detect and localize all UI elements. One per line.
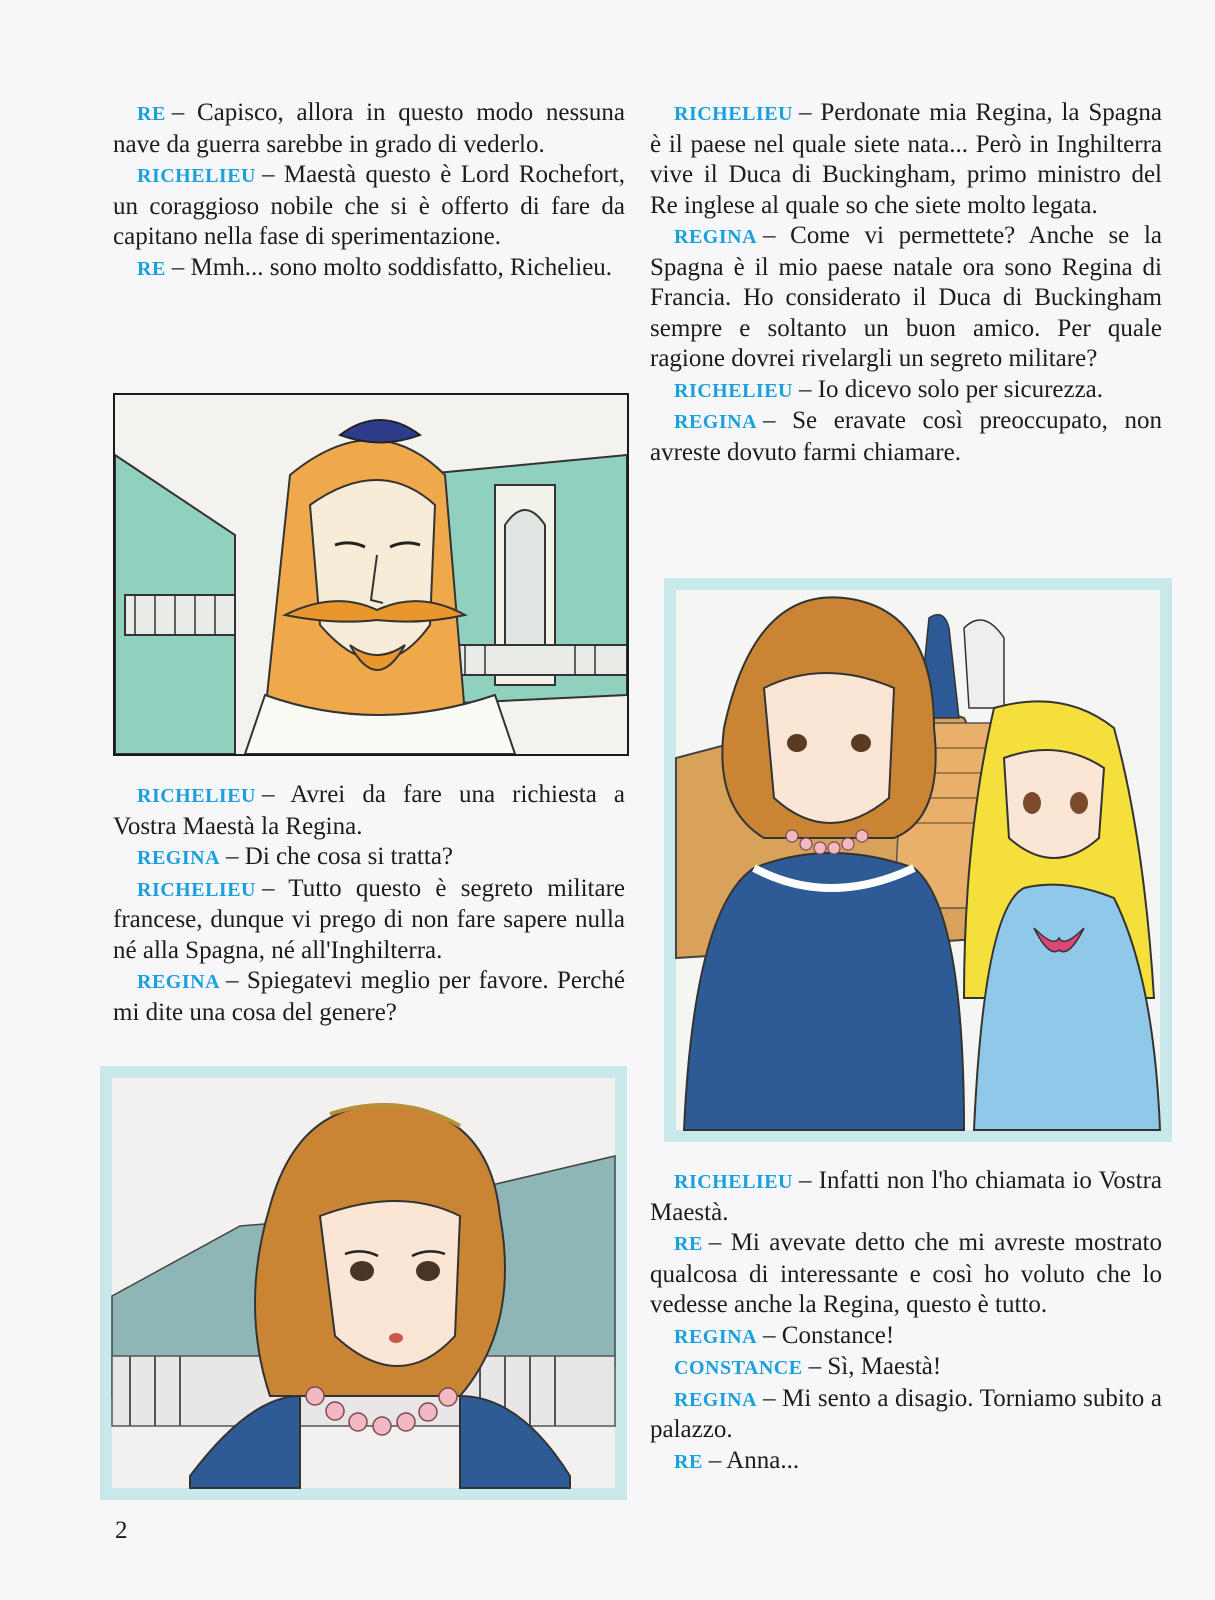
dialogue-line <box>650 1352 1162 1384</box>
dialogue-text: – Maestà questo è Lord Rochefort, un coraggioso nobile che si è offerto di fare da capitano nella fase di sperimentazione. <box>113 161 625 250</box>
dialogue-text: – Di che cosa si tratta? <box>226 843 454 870</box>
speaker-name: RICHELIEU <box>674 103 793 125</box>
dialogue-line <box>650 1384 1162 1446</box>
richelieu-portrait-illustration <box>113 393 629 756</box>
speaker-name: RE <box>137 103 166 125</box>
dialogue-text: – Tutto questo è segreto militare francese, dunque vi prego di non fare sapere nulla né alla Spagna, né all'Inghilterra. <box>113 874 625 964</box>
speaker-name: RICHELIEU <box>674 379 793 402</box>
dialogue-line <box>650 1166 1162 1228</box>
dialogue-line <box>113 966 625 1028</box>
dialogue-line <box>113 780 625 842</box>
dialogue-line <box>113 874 625 967</box>
dialogue-text: – Mmh... sono molto soddisfatto, Richelieu. <box>171 253 613 281</box>
dialogue-text: – Sì, Maestà! <box>808 1353 942 1380</box>
dialogue-line <box>650 221 1162 375</box>
dialogue-line <box>113 842 625 874</box>
queen-portrait-illustration <box>100 1066 627 1500</box>
dialogue-line <box>650 406 1162 468</box>
dialogue-line <box>113 98 625 160</box>
text-block-left-bottom <box>113 780 625 1028</box>
text-block-right-top <box>650 98 1162 468</box>
speaker-name: CONSTANCE <box>674 1357 803 1379</box>
dialogue-text: – Mi avevate detto che mi avreste mostrato qualcosa di interessante e così ho voluto che lo vedesse anche la Regina, questo è tutto. <box>650 1229 1162 1318</box>
speaker-name: RE <box>674 1233 703 1255</box>
speaker-name: REGINA <box>674 1388 758 1411</box>
speaker-name: RE <box>674 1450 703 1473</box>
dialogue-text: – Infatti non l'ho chiamata io Vostra Maestà. <box>650 1167 1162 1226</box>
text-block-right-bottom <box>650 1166 1162 1477</box>
dialogue-text: – Spiegatevi meglio per favore. Perché mi dite una cosa del genere? <box>113 967 625 1026</box>
speaker-name: RICHELIEU <box>674 1171 793 1193</box>
speaker-name: RE <box>137 257 166 280</box>
page-number: 2 <box>115 1517 128 1544</box>
speaker-name: REGINA <box>674 411 758 433</box>
speaker-name: REGINA <box>137 971 221 993</box>
dialogue-text: – Constance! <box>763 1321 895 1349</box>
dialogue-line <box>113 253 625 285</box>
speaker-name: RICHELIEU <box>137 785 256 807</box>
dialogue-line <box>650 375 1162 407</box>
speaker-name: RICHELIEU <box>137 878 256 901</box>
dialogue-text: – Mi sento a disagio. Torniamo subito a palazzo. <box>650 1384 1162 1443</box>
dialogue-text: – Capisco, allora in questo modo nessuna nave da guerra sarebbe in grado di vederlo. <box>113 99 625 158</box>
dialogue-line <box>650 98 1162 221</box>
queen-and-constance-illustration <box>664 578 1172 1142</box>
dialogue-text: – Avrei da fare una richiesta a Vostra Maestà la Regina. <box>113 781 625 840</box>
speaker-name: REGINA <box>137 847 221 869</box>
dialogue-text: – Perdonate mia Regina, la Spagna è il paese nel quale siete nata... Però in Inghilterra vive il Duca di Buckingham, primo ministro del Re inglese al quale so che siete molto legata. <box>650 99 1162 219</box>
speaker-name: REGINA <box>674 226 758 248</box>
dialogue-line <box>650 1446 1162 1478</box>
dialogue-line <box>650 1228 1162 1321</box>
dialogue-text: – Come vi permettete? Anche se la Spagna è il mio paese natale ora sono Regina di Francia. Ho considerato il Duca di Buckingham sempre e soltanto un buon amico. Per quale ragione dovrei rivelargli un segreto militare? <box>650 222 1162 372</box>
dialogue-line <box>113 160 625 253</box>
speaker-name: RICHELIEU <box>137 165 256 187</box>
dialogue-text: – Anna... <box>708 1446 800 1474</box>
text-block-left-top <box>113 98 625 284</box>
dialogue-line <box>650 1321 1162 1353</box>
dialogue-text: – Io dicevo solo per sicurezza. <box>798 375 1104 403</box>
speaker-name: REGINA <box>674 1325 758 1348</box>
dialogue-text: – Se eravate così preoccupato, non avreste dovuto farmi chiamare. <box>650 407 1162 466</box>
